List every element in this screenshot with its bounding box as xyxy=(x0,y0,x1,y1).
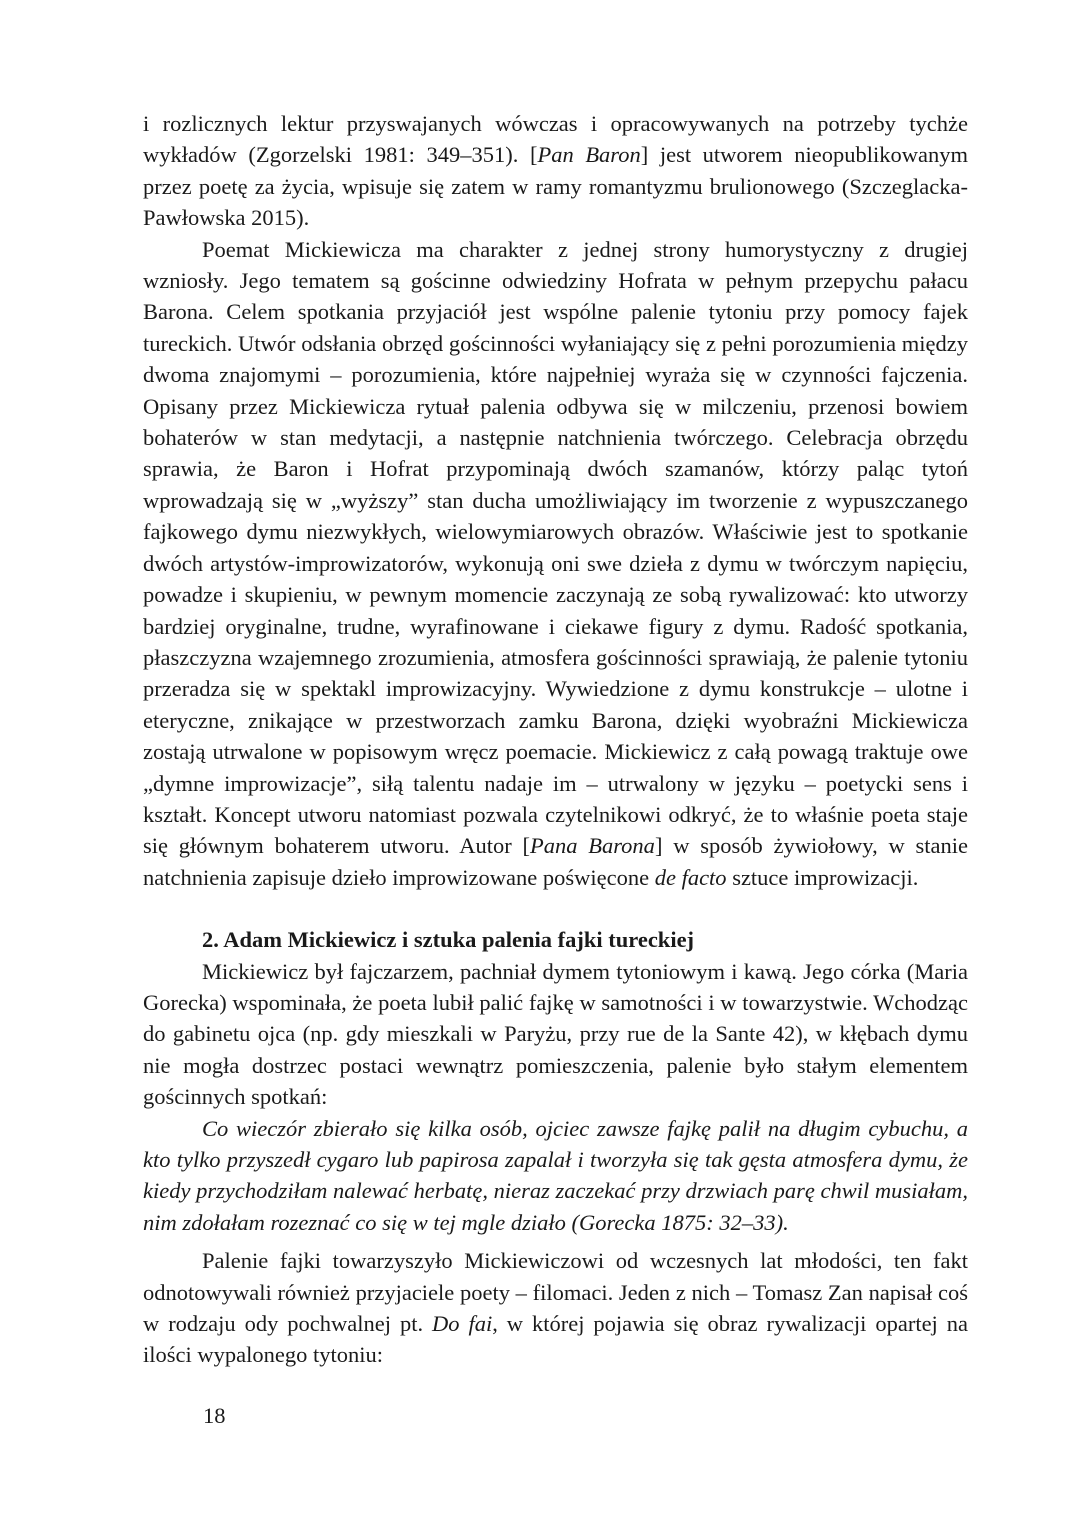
text-run: ] jest utworem nieopublikowanym przez poetę za życia, wpisuje się zatem w ramy romantyzmu brulionowego (Szczeglacka-Pawłowska 2015). xyxy=(143,142,968,231)
paragraph-pipe-smoker: Mickiewicz był fajczarzem, pachniał dymem tytoniowym i kawą. Jego córka (Maria Gorecka) wspominała, że poeta lubił palić fajkę w samotności i w towarzystwie. Wchodząc do gabinetu ojca (np. gdy mieszkali w Paryżu, przy rue de la Sante 42), w kłębach dymu nie mogła dostrzec postaci wewnątrz pomieszczenia, palenie było stałym elementem gościnnych spotkań: xyxy=(143,958,968,1110)
page-number: 18 xyxy=(203,1403,226,1428)
text-run: Poemat Mickiewicza ma charakter z jednej strony humorystyczny z drugiej wzniosły. Jego tematem są gościnne odwiedziny Hofrata w pełnym przepychu pałacu Barona. Celem spotkania przyjaciół jest wspólne palenie tytoniu przy pomocy fajek tureckich. Utwór odsłania obrzęd gościnności wyłaniający się z pełni porozumienia między dwoma znajomymi – porozumienia, które najpełniej wyraża się w czynności fajczenia. Opisany przez Mickiewicza rytuał palenia odbywa się w milczeniu, przenosi bowiem bohaterów w stan medytacji, a następnie natchnienia twórczego. Celebracja obrzędu sprawia, że Baron i Hofrat przypominają dwóch szamanów, którzy paląc tytoń wprowadzają się w „wyższy” stan ducha umożliwiający im tworzenie z wypuszczanego fajkowego dymu niezwykłych, wielowymiarowych obrazów. Właściwie jest to spotkanie dwóch artystów-improwizatorów, wykonują oni swe dzieła z dymu w twórczym napięciu, powadze i skupieniu, w pewnym momencie zaczynają ze sobą rywalizować: kto utworzy bardziej oryginalne, trudne, wyrafinowane i ciekawe figury z dymu. Radość spotkania, płaszczyzna wzajemnego zrozumienia, atmosfera gościnności sprawiają, że palenie tytoniu przeradza się w spektakl improwizacyjny. Wywiedzione z dymu konstrukcje – ulotne i eteryczne, znikające w przestworzach zamku Barona, dzięki wyobraźni Mickiewicza zostają utrwalone w popisowym wręcz poemacie. Mickiewicz z całą powagą traktuje owe „dymne improwizacje”, siłą talentu nadaje im – utrwalony w języku – poetycki sens i kształt. Koncept utworu natomiast pozwala czytelnikowi odkryć, że to właśnie poeta staje się głównym bohaterem utworu. Autor [ xyxy=(143,236,968,859)
text-run: Palenie fajki towarzyszyło Mickiewiczowi od wczesnych lat młodości, ten fakt odnotowywali również przyjaciele poety – filomaci. Jeden z nich – Tomasz Zan napisał coś w rodzaju ody pochwalnej pt. xyxy=(143,1248,968,1337)
text-run: , w której pojawia się obraz rywalizacji opartej na ilości wypalonego tytoniu: xyxy=(143,1311,968,1368)
paragraph-poem-description xyxy=(143,234,968,894)
title-italic: Pan Baron xyxy=(537,142,641,168)
paragraph-intro xyxy=(143,108,968,234)
page-body xyxy=(143,108,968,1371)
title-italic: Do fai xyxy=(432,1311,493,1337)
latin-italic: de facto xyxy=(654,864,727,890)
title-italic: Pana Barona xyxy=(529,833,655,859)
section-heading: 2. Adam Mickiewicz i sztuka palenia fajki tureckiej xyxy=(202,927,695,953)
paragraph-filomaci xyxy=(143,1245,968,1371)
text-run: i rozlicznych lektur przyswajanych wówczas i opracowywanych na potrzeby tychże wykładów (Zgorzelski 1981: 349–351). [ xyxy=(143,111,968,168)
text-run: ] w sposób żywiołowy, w stanie natchnienia zapisuje dzieło improwizowane poświęcone xyxy=(143,833,968,890)
block-quote: Co wieczór zbierało się kilka osób, ojciec zawsze fajkę palił na długim cybuchu, a kto tylko przyszedł cygaro lub papirosa zapalał i tworzyła się tak gęsta atmosfera dymu, że kiedy przychodziłam nalewać herbatę, nieraz zaczekać przy drzwiach parę chwil musiałam, nim zdołałam rozeznać co się w tej mgle działo (Gorecka 1875: 32–33). xyxy=(143,1115,968,1235)
text-run: sztuce improwizacji. xyxy=(726,864,919,890)
